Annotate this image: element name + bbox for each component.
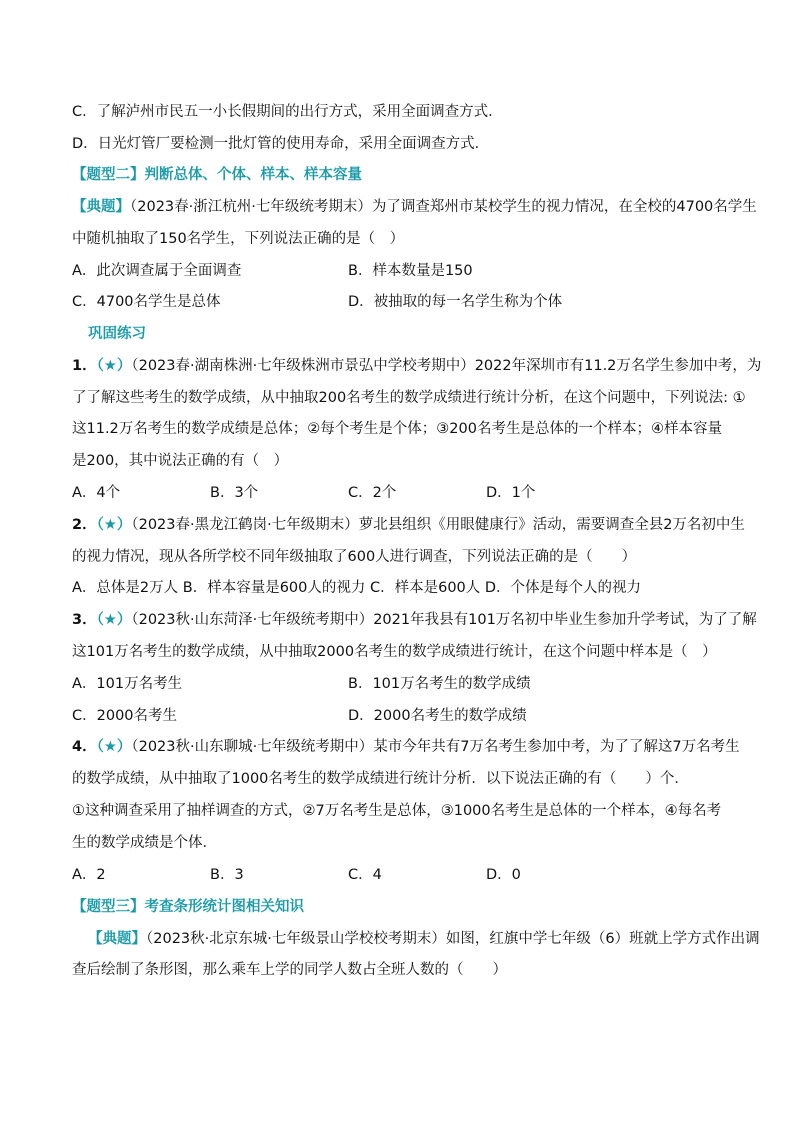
option-c-prev: C．了解泸州市民五一小长假期间的出行方式，采用全面调查方式． xyxy=(72,104,503,120)
example-tag: 【典题】 xyxy=(88,931,146,947)
q1-option-c: C．2个 xyxy=(348,485,397,501)
q2-line-1 xyxy=(72,515,745,535)
difficulty-star-icon: （★） xyxy=(96,612,132,628)
example-2-line-2: 查后绘制了条形图，那么乘车上学的同学人数占全班人数的（ ） xyxy=(72,962,507,978)
example-1-line-2: 中随机抽取了150名学生，下列说法正确的是（ ） xyxy=(72,231,405,247)
example-text: （2023春·浙江杭州·七年级统考期末）为了调查郑州市某校学生的视力情况，在全校的4700名学生 xyxy=(130,199,757,215)
example-option-d: D．被抽取的每一名学生称为个体 xyxy=(348,294,563,310)
example-1-line-1 xyxy=(72,197,757,217)
section-2-title: 【题型二】判断总体、个体、样本、样本容量 xyxy=(72,167,362,183)
q3-option-a: A．101万名考生 xyxy=(72,676,183,692)
q3-text: （2023秋·山东菏泽·七年级统考期中）2021年我县有101万名初中毕业生参加升学考试，为了了解 xyxy=(131,612,757,628)
option-d-prev: D．日光灯管厂要检测一批灯管的使用寿命，采用全面调查方式． xyxy=(72,136,490,152)
q1-option-d: D．1个 xyxy=(486,485,536,501)
q2-text: （2023春·黑龙江鹤岗·七年级期末）萝北县组织《用眼健康行》活动，需要调查全县2万名初中生 xyxy=(131,517,745,533)
q3-number: 3． xyxy=(72,612,97,628)
q4-option-d: D．0 xyxy=(486,867,521,883)
q4-line-2: 的数学成绩，从中抽取了1000名考生的数学成绩进行统计分析．以下说法正确的有（ ）个． xyxy=(72,771,689,787)
q4-number: 4． xyxy=(72,739,97,755)
example-text: （2023秋·北京东城·七年级景山学校校考期末）如图，红旗中学七年级（6）班就上学方式作出调 xyxy=(146,931,760,947)
q3-line-2: 这101万名考生的数学成绩，从中抽取2000名考生的数学成绩进行统计，在这个问题中样本是（ ） xyxy=(72,644,717,660)
q4-option-b: B．3 xyxy=(210,867,244,883)
practice-title: 巩固练习 xyxy=(88,326,146,342)
q4-text: （2023秋·山东聊城·七年级统考期中）某市今年共有7万名考生参加中考，为了了解这7万名考生 xyxy=(131,739,740,755)
q2-number: 2． xyxy=(72,517,97,533)
section-3-title: 【题型三】考查条形统计图相关知识 xyxy=(72,899,304,915)
q1-line-1 xyxy=(72,356,761,376)
q3-option-c: C．2000名考生 xyxy=(72,708,178,724)
q2-line-2: 的视力情况，现从各所学校不同年级抽取了600人进行调查，下列说法正确的是（ ） xyxy=(72,549,637,565)
example-option-a: A．此次调查属于全面调查 xyxy=(72,263,242,279)
q1-line-4: 是200，其中说法正确的有（ ） xyxy=(72,453,289,469)
difficulty-star-icon: （★） xyxy=(96,739,132,755)
example-option-c: C．4700名学生是总体 xyxy=(72,294,221,310)
q3-line-1 xyxy=(72,610,757,630)
difficulty-star-icon: （★） xyxy=(96,517,132,533)
q4-option-c: C．4 xyxy=(348,867,382,883)
example-tag: 【典题】 xyxy=(72,199,130,215)
q3-option-d: D．2000名考生的数学成绩 xyxy=(348,708,527,724)
q1-line-3: 这11.2万名考生的数学成绩是总体；②每个考生是个体；③200名考生是总体的一个样本；④样本容量 xyxy=(72,421,722,437)
difficulty-star-icon: （★） xyxy=(96,358,132,374)
q4-line-4: 生的数学成绩是个体． xyxy=(72,835,217,851)
example-2-line-1 xyxy=(88,929,760,949)
q3-option-b: B．101万名考生的数学成绩 xyxy=(348,676,531,692)
q2-options: A．总体是2万人 B．样本容量是600人的视力 C．样本是600人 D．个体是每个人的视力 xyxy=(72,580,642,596)
q4-line-3: ①这种调查采用了抽样调查的方式，②7万名考生是总体，③1000名考生是总体的一个样本，④每名考 xyxy=(72,803,722,819)
example-option-b: B．样本数量是150 xyxy=(348,263,473,279)
q1-text: （2023春·湖南株洲·七年级株洲市景弘中学校考期中）2022年深圳市有11.2万名学生参加中考，为 xyxy=(131,358,762,374)
q1-option-a: A．4个 xyxy=(72,485,121,501)
q1-number: 1． xyxy=(72,358,97,374)
q1-line-2: 了了解这些考生的数学成绩，从中抽取200名考生的数学成绩进行统计分析，在这个问题中，下列说法: ① xyxy=(72,390,746,406)
q1-option-b: B．3个 xyxy=(210,485,259,501)
q4-option-a: A．2 xyxy=(72,867,106,883)
q4-line-1 xyxy=(72,737,740,757)
